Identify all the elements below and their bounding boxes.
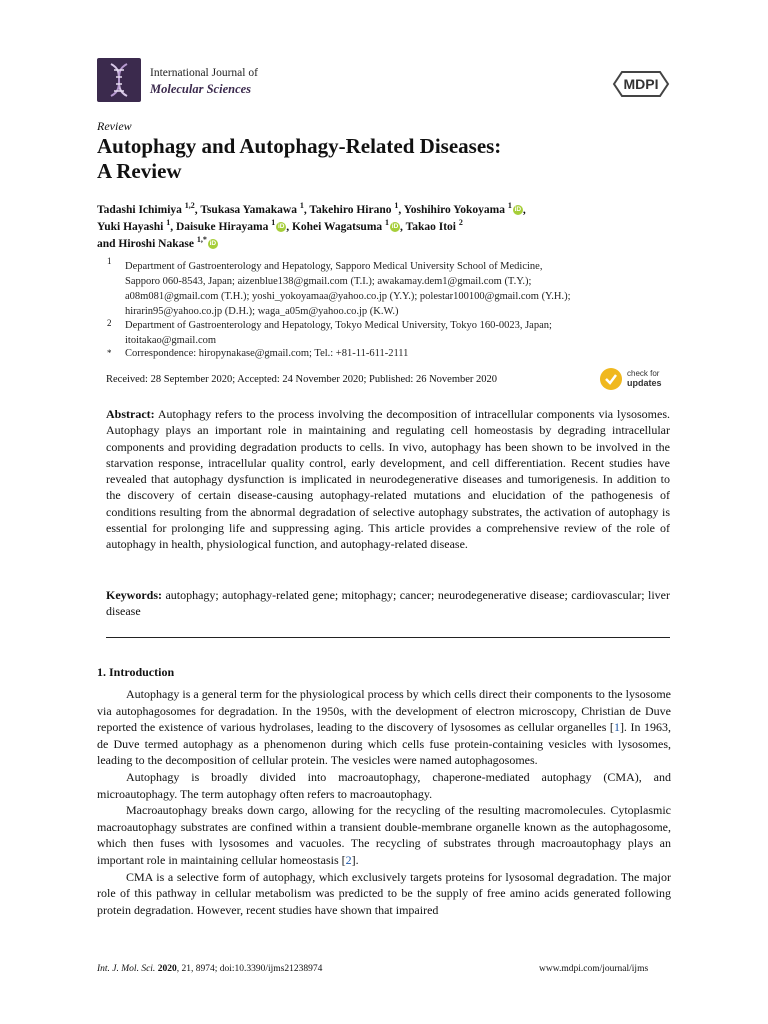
keywords bbox=[106, 587, 670, 620]
affiliation-line: Department of Gastroenterology and Hepatology, Sapporo Medical University School of Medicine, bbox=[125, 261, 543, 272]
author-line2: Yuki Hayashi $^1$, Daisuke Hirayama $^1$ iD , Kohei Wagatsuma $^1$ iD , Takao Itoi $^2$ bbox=[97, 218, 463, 233]
affiliation-2 bbox=[125, 318, 685, 348]
section-heading: 1. Introduction bbox=[97, 665, 175, 679]
author-affiliation-mark: 1,2 bbox=[184, 201, 195, 211]
author-name: Yoshihiro Yokoyama bbox=[403, 204, 505, 216]
author-affiliation-mark: 1 bbox=[385, 218, 390, 228]
paragraph bbox=[97, 686, 671, 769]
journal-name-line2: Molecular Sciences bbox=[150, 82, 252, 96]
footer-doi: , 21, 8974; doi:10.3390/ijms21238974 bbox=[176, 964, 323, 974]
journal-url[interactable]: www.mdpi.com/journal/ijms bbox=[539, 964, 649, 974]
correspondence bbox=[125, 346, 685, 361]
footer-year: 2020 bbox=[157, 964, 177, 974]
check-updates-line1: check for bbox=[627, 369, 660, 378]
author-name: Yuki Hayashi bbox=[97, 221, 164, 233]
paragraph-text: ]. In 1963, de Duve termed autophagy as a phenomenon during which cells fuse protein-containing vesicles with lysosomes, leading to the decomposition of cellular protein. The vesicles were named autophagosomes. bbox=[97, 720, 671, 768]
orcid-icon[interactable]: iD bbox=[209, 240, 217, 248]
author-name: Tadashi Ichimiya bbox=[97, 204, 182, 216]
journal-name-line1: International Journal of bbox=[150, 67, 258, 79]
author-affiliation-mark: 2 bbox=[458, 218, 463, 228]
citation-link[interactable]: 2 bbox=[345, 852, 352, 867]
affiliation-mark: 2 bbox=[107, 318, 112, 328]
paragraph-text: Macroautophagy breaks down cargo, allowing for the recycling of the resulting macromolecules. Cytoplasmic macroautophagy substrates are confined within a transient double-membrane organelle known as the autophagosome, which then fuses with lysosomes and vacuoles. The recycling of substrates through macroautophagy plays an important role in maintaining cellular homeostasis [ bbox=[97, 803, 671, 867]
article-type: Review bbox=[97, 119, 132, 133]
orcid-icon[interactable]: iD bbox=[391, 223, 399, 231]
author-affiliation-mark: 1 bbox=[394, 201, 399, 211]
author-affiliation-mark: 1 bbox=[166, 218, 171, 228]
publication-dates: Received: 28 September 2020; Accepted: 24 November 2020; Published: 26 November 2020 bbox=[106, 374, 498, 385]
author-affiliation-mark: 1 bbox=[507, 201, 512, 211]
author-name: Hiroshi Nakase bbox=[118, 238, 194, 250]
section-divider bbox=[106, 637, 670, 638]
body-text bbox=[97, 686, 671, 918]
author-name: Daisuke Hirayama bbox=[176, 221, 269, 233]
author-affiliation-mark: 1 bbox=[271, 218, 276, 228]
title-line1: Autophagy and Autophagy-Related Diseases: bbox=[97, 134, 502, 158]
paragraph-text: Autophagy is a general term for the physiological process by which cells direct their components to the lysosome via autophagosomes for degradation. In the 1950s, with the development of electron microscopy, Christian de Duve reported the existence of various hydrolases, leading to the discovery of lysosomes as cellular organelles [ bbox=[97, 687, 671, 735]
author-name: Takehiro Hirano bbox=[309, 204, 392, 216]
paragraph-text: ]. bbox=[351, 852, 359, 867]
affiliation-1 bbox=[125, 259, 685, 319]
mdpi-logo bbox=[612, 70, 670, 98]
check-for-updates-badge[interactable] bbox=[600, 367, 672, 393]
author-affiliation-mark: 1 bbox=[299, 201, 304, 211]
author-name: Tsukasa Yamakawa bbox=[200, 204, 297, 216]
affiliation-line: a08m081@gmail.com (T.H.); yoshi_yokoyamaa@yahoo.co.jp (Y.Y.); polestar100100@gmail.com (Y.H.); bbox=[125, 291, 571, 302]
author-name: Kohei Wagatsuma bbox=[291, 221, 383, 233]
author-name: Takao Itoi bbox=[405, 221, 456, 233]
title-line2: A Review bbox=[97, 159, 182, 183]
author-affiliation-mark: 1,* bbox=[196, 235, 207, 245]
author-list bbox=[97, 202, 677, 253]
footer-citation bbox=[97, 964, 322, 974]
author-line1: Tadashi Ichimiya $^{1,2}$, Tsukasa Yamakawa $^1$, Takehiro Hirano $^1$, Yoshihiro Yokoyama $^1$ iD , bbox=[97, 201, 526, 216]
abstract bbox=[106, 406, 670, 553]
article-title bbox=[97, 134, 657, 184]
affiliation-line: itoitakao@gmail.com bbox=[125, 335, 217, 346]
check-updates-line2: updates bbox=[627, 378, 662, 388]
journal-abbrev: Int. J. Mol. Sci. bbox=[97, 964, 156, 974]
affiliation-mark: 1 bbox=[107, 256, 112, 266]
affiliation-line: Department of Gastroenterology and Hepatology, Tokyo Medical University, Tokyo 160-0023, Japan; bbox=[125, 320, 552, 331]
abstract-text: Autophagy refers to the process involving the decomposition of intracellular components via lysosomes. Autophagy plays an important role in maintaining and regulating cell homeostasis by degrading intracellular components and providing degradation products to cells. In vivo, autophagy has been shown to be involved in the starvation response, intracellular quality control, early development, and cell differentiation. Recent studies have revealed that autophagy dysfunction is implicated in neurodegenerative diseases and tumorigenesis. In addition to the discovery of certain disease-causing autophagy-related mutations and elucidation of the pathogenesis of conditions resulting from the abnormal degradation of selective autophagy substrates, the activation of autophagy is essential for prolonging life and suppressing aging. This article provides a comprehensive review of the role of autophagy in health, physiological function, and autophagy-related disease. bbox=[106, 407, 670, 552]
check-updates-icon bbox=[600, 368, 622, 390]
author-joiner: and bbox=[97, 238, 116, 250]
citation-link[interactable]: 1 bbox=[613, 720, 620, 735]
affiliation-line: hirarin95@yahoo.co.jp (D.H.); waga_a05m@yahoo.co.jp (K.W.) bbox=[125, 306, 399, 317]
dna-helix-icon bbox=[97, 58, 141, 102]
publisher-name: MDPI bbox=[623, 76, 659, 92]
paragraph bbox=[97, 802, 671, 868]
orcid-icon[interactable]: iD bbox=[277, 223, 285, 231]
paragraph: CMA is a selective form of autophagy, which exclusively targets proteins for lysosomal degradation. The major role of this pathway in cellular metabolism was predicted to be the supply of free amino acids generated following protein degradation. However, recent studies have shown that impaired bbox=[97, 869, 671, 917]
keywords-text: autophagy; autophagy-related gene; mitophagy; cancer; neurodegenerative disease; cardiovascular; liver disease bbox=[106, 588, 670, 619]
mdpi-logo-icon bbox=[612, 70, 670, 98]
affiliation-line: Sapporo 060-8543, Japan; aizenblue138@gmail.com (T.I.); awakamay.dem1@gmail.com (T.Y.); bbox=[125, 276, 532, 287]
paragraph: Autophagy is broadly divided into macroautophagy, chaperone-mediated autophagy (CMA), and microautophagy. The term autophagy often refers to macroautophagy. bbox=[97, 769, 671, 801]
keywords-label: Keywords: bbox=[106, 588, 162, 602]
orcid-icon[interactable]: iD bbox=[514, 206, 522, 214]
affiliation-line: Correspondence: hiropynakase@gmail.com; Tel.: +81-11-611-2111 bbox=[125, 348, 409, 359]
abstract-label: Abstract: bbox=[106, 407, 155, 421]
author-line3 bbox=[97, 236, 677, 253]
journal-logo bbox=[97, 58, 141, 102]
affiliation-mark: * bbox=[107, 348, 112, 358]
